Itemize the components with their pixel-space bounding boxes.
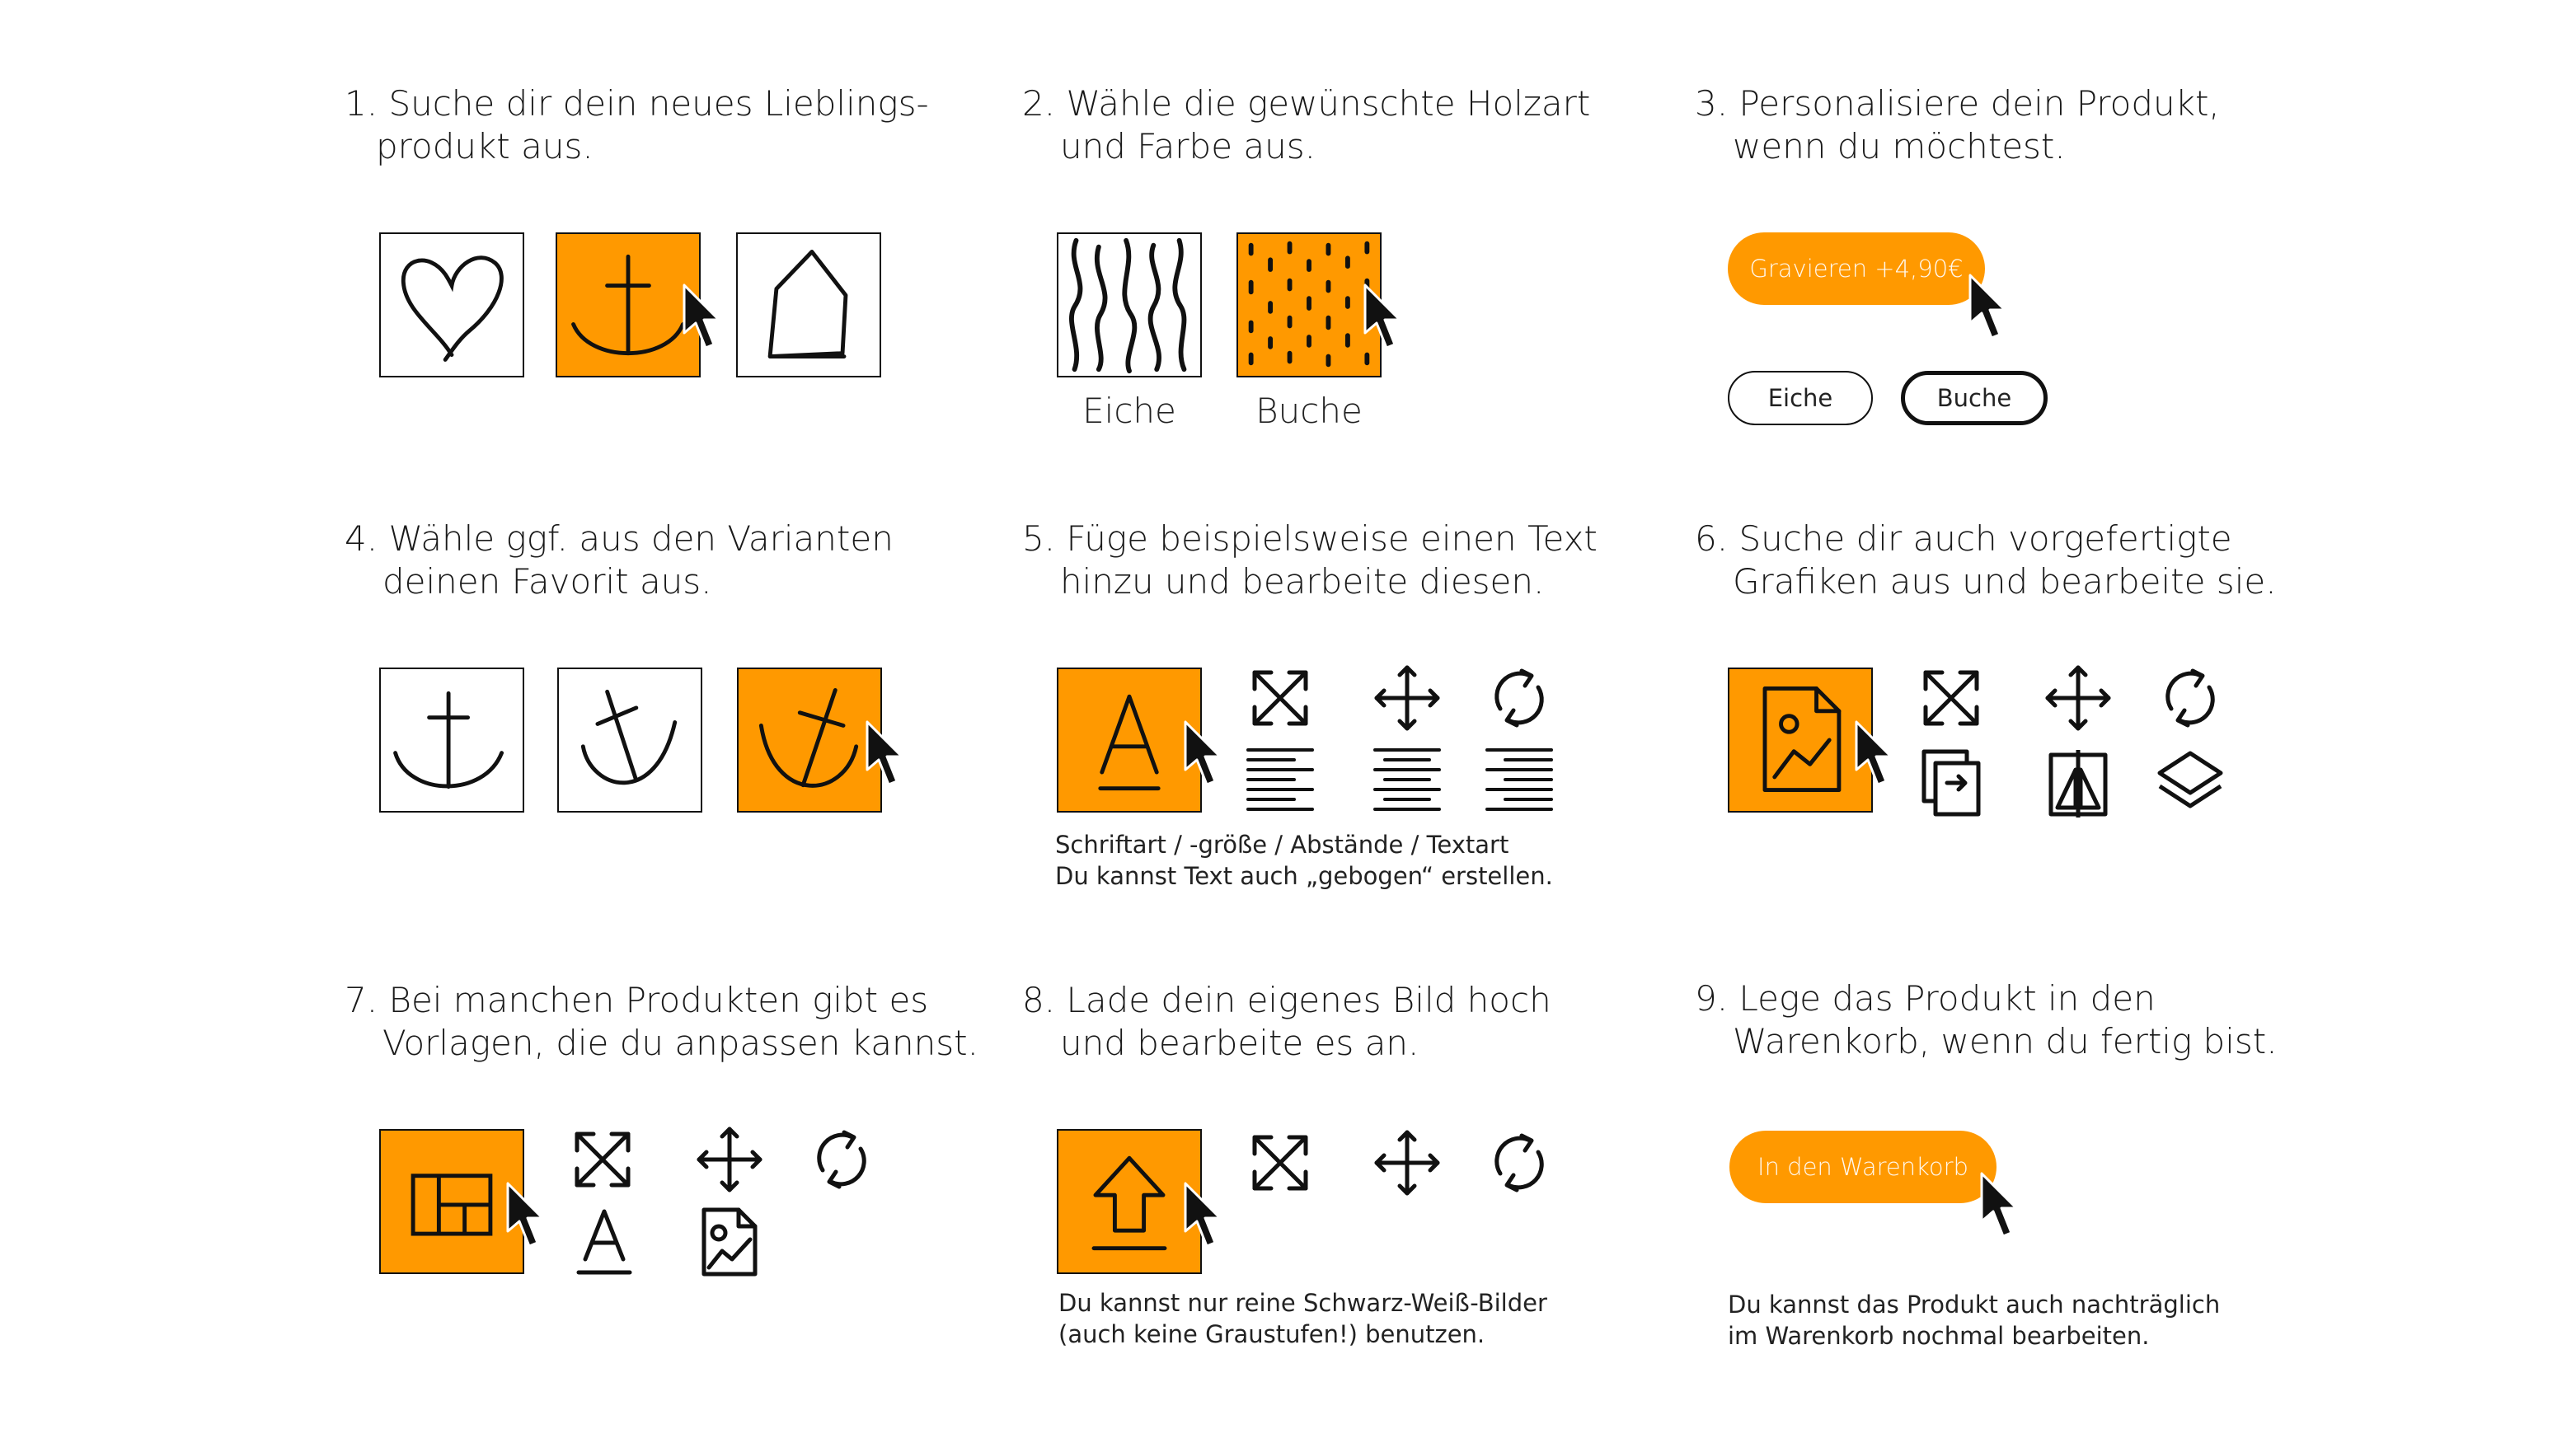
wood-swatch-buche[interactable] — [1236, 232, 1382, 377]
step-8-note-line2: (auch keine Graustufen!) benutzen. — [1058, 1320, 1485, 1348]
upload-button[interactable] — [1057, 1129, 1202, 1274]
step-3-line1: Personalisiere dein Produkt, — [1738, 83, 2220, 124]
cursor-icon — [1967, 272, 2018, 343]
anchor-tilted-right-icon — [739, 669, 880, 811]
step-8-note-line1: Du kannst nur reine Schwarz-Weiß-Bilder — [1058, 1289, 1547, 1317]
step-2-line1: Wähle die gewünschte Holzart — [1066, 83, 1591, 124]
step-7-line2: Vorlagen, die du anpassen kannst. — [382, 1023, 978, 1063]
product-house[interactable] — [736, 232, 881, 377]
cursor-icon — [1362, 282, 1413, 353]
align-center-icon[interactable] — [1370, 743, 1444, 818]
variant-3[interactable] — [737, 668, 882, 813]
text-tool-button[interactable] — [1057, 668, 1202, 813]
step-6-title — [1695, 518, 2277, 603]
wood-option-buche[interactable]: Buche — [1901, 371, 2048, 425]
anchor-upright-icon — [381, 669, 523, 811]
step-1-line1: Suche dir dein neues Lieblings- — [388, 83, 929, 124]
rotate-icon[interactable] — [1482, 661, 1556, 735]
step-3-title — [1695, 82, 2220, 168]
step-1-line2: produkt aus. — [376, 126, 594, 166]
cursor-icon — [681, 282, 732, 353]
step-4-title — [345, 518, 894, 603]
step-4-number: 4. — [345, 518, 378, 559]
step-9-line1: Lege das Produkt in den — [1738, 978, 2156, 1019]
upload-icon — [1058, 1131, 1200, 1272]
scale-icon[interactable] — [1914, 661, 1988, 735]
wood-option-eiche[interactable]: Eiche — [1728, 371, 1873, 425]
step-9-number: 9. — [1695, 978, 1729, 1019]
step-5-line1: Füge beispielsweise einen Text — [1066, 518, 1598, 559]
duplicate-icon[interactable] — [1914, 745, 1988, 819]
text-icon[interactable] — [567, 1205, 641, 1279]
rotate-icon[interactable] — [2153, 661, 2227, 735]
cursor-icon — [1853, 719, 1904, 789]
step-2-number: 2. — [1022, 83, 1056, 124]
variant-1[interactable] — [379, 668, 524, 813]
cursor-icon — [864, 719, 915, 789]
step-9-note — [1728, 1289, 2220, 1352]
step-6-line1: Suche dir auch vorgefertigte — [1738, 518, 2232, 559]
house-icon — [738, 234, 880, 376]
template-layout-icon — [381, 1131, 523, 1272]
move-icon[interactable] — [692, 1122, 767, 1197]
scale-icon[interactable] — [565, 1122, 640, 1197]
anchor-icon — [557, 234, 699, 376]
beech-grain-icon — [1238, 234, 1380, 376]
heart-icon — [381, 234, 523, 376]
align-justify-icon[interactable] — [1482, 743, 1556, 818]
layers-icon[interactable] — [2153, 745, 2227, 819]
step-5-number: 5. — [1022, 518, 1056, 559]
wood-label-buche: Buche — [1255, 391, 1363, 431]
step-5-note-line1: Schriftart / -größe / Abstände / Textart — [1055, 831, 1509, 859]
step-8-title — [1022, 979, 1551, 1065]
product-anchor[interactable] — [556, 232, 701, 377]
text-icon — [1058, 669, 1200, 811]
step-4-line2: deinen Favorit aus. — [382, 561, 712, 602]
cursor-icon — [1182, 1180, 1233, 1251]
product-heart[interactable] — [379, 232, 524, 377]
rotate-icon[interactable] — [805, 1122, 879, 1197]
template-tool-button[interactable] — [379, 1129, 524, 1274]
step-9-note-line1: Du kannst das Produkt auch nachträglich — [1728, 1291, 2221, 1319]
step-8-line2: und bearbeite es an. — [1060, 1023, 1419, 1063]
step-5-line2: hinzu und bearbeite diesen. — [1060, 561, 1545, 602]
add-to-cart-button[interactable]: In den Warenkorb — [1729, 1131, 1997, 1203]
graphic-tool-button[interactable] — [1728, 668, 1873, 813]
step-8-note — [1058, 1287, 1547, 1350]
step-8-line1: Lade dein eigenes Bild hoch — [1066, 980, 1551, 1020]
step-7-title — [345, 979, 978, 1065]
cursor-icon — [1182, 719, 1233, 789]
align-left-icon[interactable] — [1243, 743, 1317, 818]
step-6-line2: Grafiken aus und bearbeite sie. — [1733, 561, 2277, 602]
step-5-note-line2: Du kannst Text auch „gebogen“ erstellen. — [1055, 862, 1553, 890]
engrave-button[interactable]: Gravieren +4,90€ — [1728, 232, 1985, 305]
image-icon[interactable] — [692, 1205, 767, 1279]
rotate-icon[interactable] — [1482, 1126, 1556, 1200]
oak-grain-icon — [1058, 234, 1200, 376]
step-1-number: 1. — [345, 83, 378, 124]
step-4-line1: Wähle ggf. aus den Varianten — [388, 518, 894, 559]
step-5-note — [1055, 829, 1553, 892]
step-2-title — [1022, 82, 1590, 168]
scale-icon[interactable] — [1243, 1126, 1317, 1200]
anchor-tilted-icon — [559, 669, 701, 811]
step-5-title — [1022, 518, 1598, 603]
step-8-number: 8. — [1022, 980, 1056, 1020]
image-file-icon — [1729, 669, 1871, 811]
step-9-note-line2: im Warenkorb nochmal bearbeiten. — [1728, 1322, 2150, 1350]
step-3-number: 3. — [1695, 83, 1729, 124]
variant-2[interactable] — [557, 668, 702, 813]
cursor-icon — [504, 1180, 556, 1251]
wood-swatch-eiche[interactable] — [1057, 232, 1202, 377]
step-7-number: 7. — [345, 980, 378, 1020]
scale-icon[interactable] — [1243, 661, 1317, 735]
move-icon[interactable] — [1370, 1126, 1444, 1200]
step-9-line2: Warenkorb, wenn du fertig bist. — [1733, 1021, 2278, 1061]
move-icon[interactable] — [2041, 661, 2115, 735]
step-6-number: 6. — [1695, 518, 1729, 559]
step-1-title — [345, 82, 929, 168]
cursor-icon — [1978, 1170, 2029, 1241]
step-2-line2: und Farbe aus. — [1060, 126, 1316, 166]
step-3-line2: wenn du möchtest. — [1733, 126, 2066, 166]
step-9-title — [1695, 977, 2278, 1063]
mirror-icon[interactable] — [2041, 745, 2115, 819]
wood-label-eiche: Eiche — [1082, 391, 1176, 431]
step-7-line1: Bei manchen Produkten gibt es — [388, 980, 929, 1020]
move-icon[interactable] — [1370, 661, 1444, 735]
